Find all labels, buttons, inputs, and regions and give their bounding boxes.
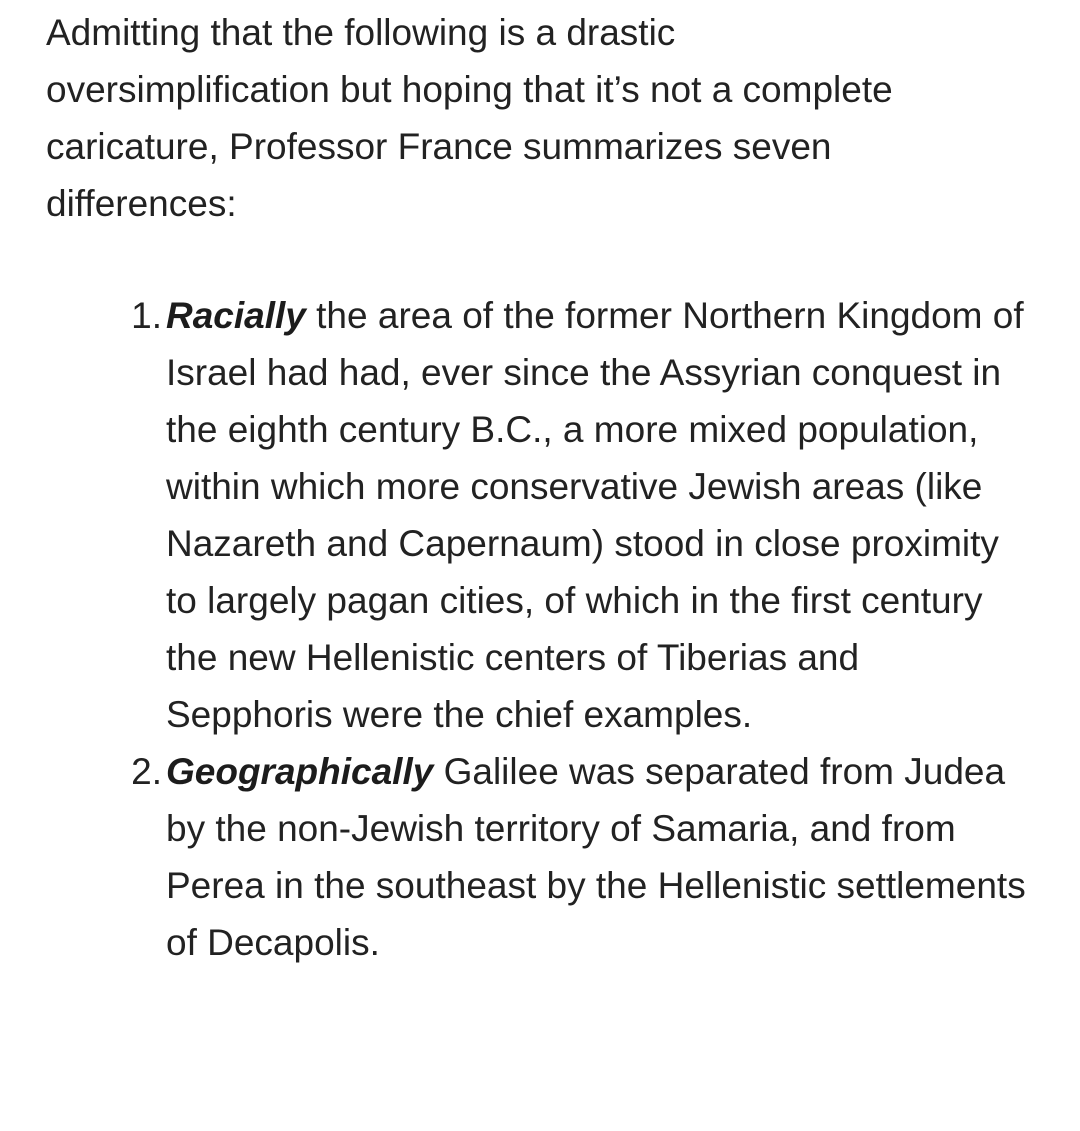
list-item bbox=[131, 287, 1026, 743]
list-item bbox=[131, 743, 1026, 971]
list-item-text: Galilee was separated from Judea by the non-Jewish territory of Samaria, and from Perea in the southeast by the Hellenistic settlements of Decapolis. bbox=[166, 751, 1026, 963]
list-item-text: the area of the former Northern Kingdom of Israel had had, ever since the Assyrian conquest in the eighth century B.C., a more mixed population, within which more conservative Jewish areas (like Nazareth and Capernaum) stood in close proximity to largely pagan cities, of which in the first century the new Hellenistic centers of Tiberias and Sepphoris were the chief examples. bbox=[166, 295, 1024, 735]
list-item-term: Geographically bbox=[166, 751, 434, 792]
intro-paragraph: Admitting that the following is a drastic oversimplification but hoping that it’s not a complete caricature, Professor France summarizes seven differences: bbox=[46, 12, 893, 224]
differences-list bbox=[46, 287, 1056, 971]
list-item-number: 1. bbox=[131, 295, 162, 336]
article-body bbox=[46, 4, 1056, 971]
list-item-number: 2. bbox=[131, 751, 162, 792]
list-item-term: Racially bbox=[166, 295, 306, 336]
